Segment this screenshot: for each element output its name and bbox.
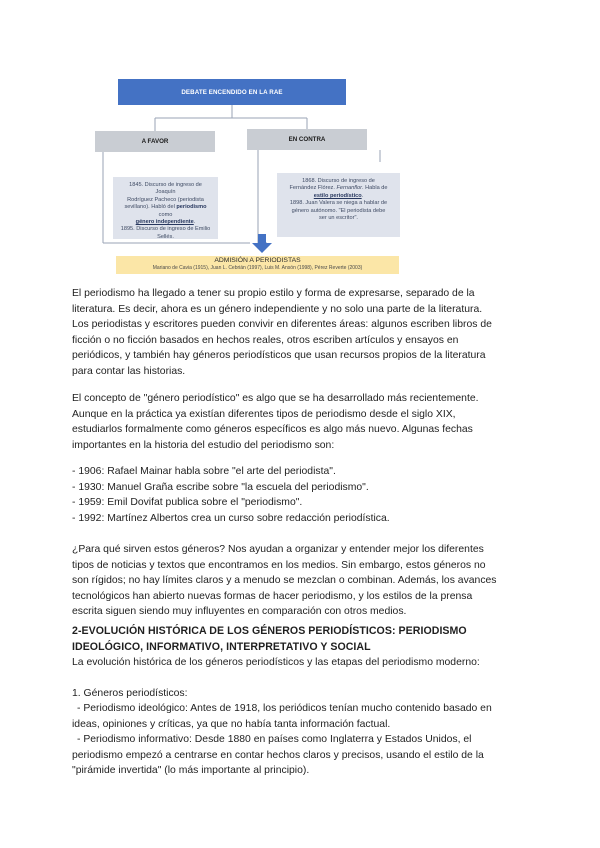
heading-line: 2-EVOLUCIÓN HISTÓRICA DE LOS GÉNEROS PERIODÍSTICOS: PERIODISMO [72,625,467,637]
favor-note [113,177,218,239]
heading-line: IDEOLÓGICO, INFORMATIVO, INTERPRETATIVO Y SOCIAL [72,640,371,653]
contra-note [277,173,400,237]
text-line: para contar las historias. [72,365,186,377]
contra-note-line: estilo periodístico. [313,192,364,199]
text-line: escrita siguen siendo muy influyentes en comparación con otros medios. [72,606,407,617]
text-line: El periodismo ha llegado a tener su propio estilo y forma de expresarse, separado de la [72,288,475,299]
favor-note-line: género independiente. [135,219,196,226]
favor-note-line: 1845. Discurso de ingreso de Joaquín [129,182,202,196]
paragraph-3 [72,542,532,620]
text-line: periodismo empezó a centrarse en contar hechos claros y precisos, usando el estilo de la [72,749,484,761]
text-line: El concepto de "género periodístico" es algo que se ha desarrollado más recientemente. [72,393,479,404]
section-heading [72,624,532,655]
list-item: - 1992: Martínez Albertos crea un curso sobre redacción periodística. [72,512,390,524]
admission-names: Mariano de Cavia (1915), Juan L. Cebrián (1997), Luis M. Ansón (1998), Pérez Reverte (2003) [152,265,363,271]
contra-note-line: 1898. Juan Valera se niega a hablar de [289,200,388,207]
favor-note-line: Rodríguez Pacheco (periodista [127,196,204,203]
text-line: importantes en la historia del estudio del periodismo son: [72,439,335,451]
informative-journalism [72,732,532,779]
ideological-journalism [72,701,532,732]
dates-list [72,464,532,526]
favor-note-line: Sellés. [157,233,174,240]
admission-title: ADMISIÓN A PERIODISTAS [214,257,301,264]
text-line: "pirámide invertida" (lo más importante al principio). [72,765,310,776]
subsection-title: 1. Géneros periodísticos: [72,688,188,699]
contra-note-line: 1868. Discurso de ingreso de [302,178,375,184]
text-line: - Periodismo informativo: Desde 1880 en países como Inglaterra y Estados Unidos, el [77,734,472,745]
text-line: literatura. Es decir, ahora es un género independiente y no solo una parte de la literatura. [72,303,483,315]
text-line: periódicos, y también hay géneros periodísticos que usan recursos propios de la literatura [72,350,486,361]
diagram-title: DEBATE ENCENDIDO EN LA RAE [118,79,346,105]
text-line: tecnológicos han abierto nuevas formas de hacer periodismo, y los estilos de la prensa [72,590,473,602]
paragraph-2 [72,391,532,453]
text-line: ficción o no ficción basados en hechos reales, otros escriben artículos y ensayos en [72,334,459,346]
text-line: ideas, opiniones y críticas, ya que no había tanta información factual. [72,718,391,730]
text-line: son rígidos; no hay límites claros y a menudo se mezclan o combinan. Además, los avances [72,575,497,586]
favor-note-line: sevillano). Habló del periodismo como [124,204,207,218]
paragraph-1 [72,286,532,379]
down-arrow-icon [252,234,272,253]
contra-category: EN CONTRA [247,129,367,150]
list-item: - 1930: Manuel Graña escribe sobre "la escuela del periodismo". [72,481,369,493]
text-line: estudiarlos formalmente como géneros específicos es algo más nuevo. Algunas fechas [72,424,473,435]
text-line: tipos de noticias y textos que encontramos en los medios. Sin embargo, estos géneros no [72,559,486,571]
contra-note-line: Fernández Flórez. Fernanflor. Habla de [289,185,388,192]
contra-note-line: género autónomo. "El periodista debe [291,207,386,214]
list-item: - 1906: Rafael Mainar habla sobre "el arte del periodista". [72,466,336,477]
favor-category: A FAVOR [95,131,215,152]
list-item: - 1959: Emil Dovifat publica sobre el "periodismo". [72,497,303,508]
intro-line: La evolución histórica de los géneros periodísticos y las etapas del periodismo moderno: [72,657,480,668]
text-line: - Periodismo ideológico: Antes de 1918, los periódicos tenían mucho contenido basado en [77,703,492,714]
text-line: Aunque en la práctica ya existían diferentes tipos de periodismo desde el siglo XIX, [72,408,456,420]
text-line: ¿Para qué sirven estos géneros? Nos ayudan a organizar y entender mejor los diferentes [72,544,484,555]
contra-note-line: ser un escritor". [319,215,358,222]
rae-debate-diagram [0,0,600,280]
favor-note-line: 1895. Discurso de ingreso de Emilio [120,226,211,233]
admission-box [116,256,399,274]
text-line: Los periodistas y escritores pueden convivir en diferentes áreas: algunos escriben libros de [72,319,492,330]
